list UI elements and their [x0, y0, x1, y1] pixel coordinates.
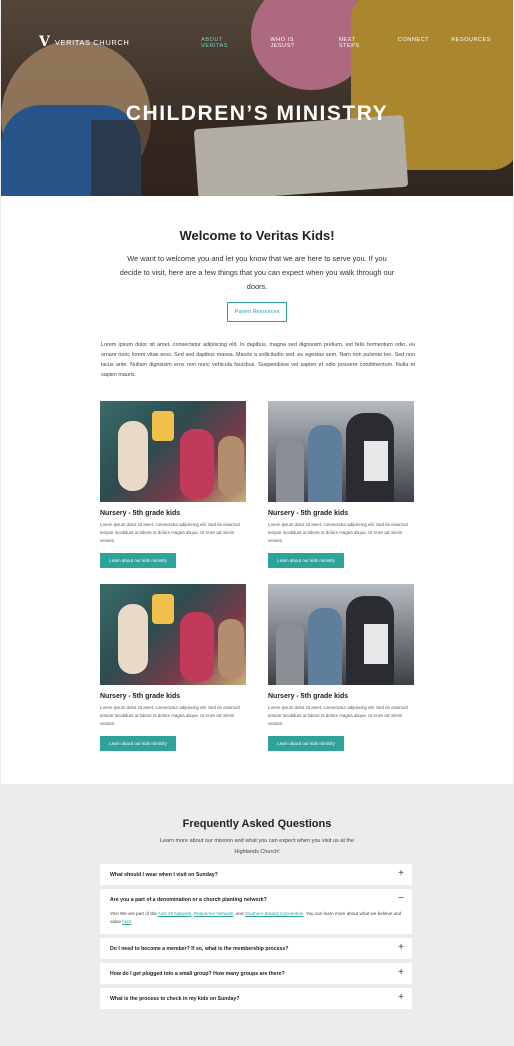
main-content — [1, 196, 513, 784]
faq-answer-sep: , and — [233, 911, 245, 916]
collapse-minus-icon[interactable]: − — [398, 893, 404, 904]
card-text: Lorem ipsum dolor sit amet, consectetur adipiscing elit. Sed do eiusmod tempor incididunt ut labore et dolore magna aliqua. Ut enim ad minim veniam. — [268, 705, 408, 726]
faq-answer-text: Yes! We are part of the — [110, 911, 158, 916]
card-learn-button[interactable]: Learn about our kids ministry — [268, 736, 344, 751]
card-learn-button[interactable]: Learn about our kids ministry — [100, 553, 176, 568]
card-title: Nursery - 5th grade kids — [100, 510, 181, 517]
site-logo[interactable] — [39, 34, 129, 50]
faq-answer-text: . — [131, 919, 133, 924]
faq-answer-sep: , — [191, 911, 194, 916]
faq-item[interactable] — [100, 864, 412, 885]
faq-item[interactable] — [100, 963, 412, 984]
link-beliefs[interactable]: here — [122, 919, 132, 924]
faq-item[interactable] — [100, 988, 412, 1009]
faq-subtitle: Learn more about our mission and what you can expect when you visit us at the Highlands Church! — [159, 838, 355, 855]
faq-question[interactable]: What should I wear when I visit on Sunday? — [110, 871, 218, 878]
nav-links — [201, 37, 513, 49]
expand-plus-icon[interactable]: + — [398, 992, 404, 1003]
card-title: Nursery - 5th grade kids — [100, 693, 181, 700]
card-text: Lorem ipsum dolor sit amet, consectetur adipiscing elit. Sed do eiusmod tempor incididunt ut labore et dolore magna aliqua. Ut enim ad minim veniam. — [100, 705, 240, 726]
card-photo-kids — [100, 584, 246, 685]
nav-link-connect[interactable]: CONNECT — [397, 37, 430, 43]
welcome-text: We want to welcome you and let you know that we are here to serve you. If you decide to visit, here are a few things that you can expect when you walk through our doors. — [119, 254, 395, 291]
faq-list — [100, 864, 412, 1013]
hero-banner — [1, 0, 513, 196]
nav-link-about[interactable]: ABOUT VERITAS — [201, 37, 229, 49]
ministry-card — [100, 584, 246, 751]
ministry-card — [268, 401, 414, 568]
logo-mark-icon: V — [39, 34, 50, 50]
nav-link-next-steps[interactable]: NEXT STEPS — [338, 37, 360, 49]
expand-plus-icon[interactable]: + — [398, 967, 404, 978]
ministry-card — [100, 401, 246, 568]
faq-question[interactable]: Do I need to become a member? If so, what is the membership process? — [110, 945, 289, 952]
parent-resources-button[interactable]: Parent Resources — [227, 302, 287, 322]
faq-question[interactable]: Are you a part of a denomination or a church planting network? — [110, 896, 267, 903]
welcome-title: Welcome to Veritas Kids! — [179, 228, 335, 243]
card-learn-button[interactable]: Learn about our kids ministry — [268, 553, 344, 568]
hero-title: CHILDREN’S MINISTRY — [125, 102, 389, 125]
faq-item-expanded[interactable] — [100, 889, 412, 934]
card-photo-adults — [268, 401, 414, 502]
faq-title: Frequently Asked Questions — [182, 818, 332, 830]
card-text: Lorem ipsum dolor sit amet, consectetur adipiscing elit. Sed do eiusmod tempor incididunt ut labore et dolore magna aliqua. Ut enim ad minim veniam. — [100, 522, 240, 543]
link-sbc[interactable]: Southern Baptist Convention — [244, 911, 304, 916]
nav-link-resources[interactable]: RESOURCES — [451, 37, 491, 43]
link-redeemer[interactable]: Redeemer Network — [193, 911, 234, 916]
card-learn-button[interactable]: Learn about our kids ministry — [100, 736, 176, 751]
expand-plus-icon[interactable]: + — [398, 868, 404, 879]
faq-question[interactable]: What is the process to check in my kids on Sunday? — [110, 995, 240, 1002]
faq-answer-text: . You can learn more about what we believe and value — [110, 911, 402, 924]
intro-paragraph: Lorem ipsum dolor sit amet, consectetur adipiscing elit. In dapibus, magna sed dignissim pretium, est felis fermentum odio, eu ornare nunc lorem vitae eros. Sed sed dapibus massa. Mauris a sollicitudin sed, eu egestas sem. Nam non pulvinar leo. Sed non lacus ante. Nullam dignissim eros non nunc vehicula faucibus. Suspendisse vel sapien et odio posuere condimentum. Nulla et sapien mauris. — [101, 342, 415, 378]
hero-overlay — [1, 0, 513, 196]
card-photo-kids — [100, 401, 246, 502]
faq-question[interactable]: How do I get plugged into a small group? How many groups are there? — [110, 970, 285, 977]
card-title: Nursery - 5th grade kids — [268, 510, 349, 517]
card-text: Lorem ipsum dolor sit amet, consectetur adipiscing elit. Sed do eiusmod tempor incididunt ut labore et dolore magna aliqua. Ut enim ad minim veniam. — [268, 522, 408, 543]
faq-item[interactable] — [100, 938, 412, 959]
link-acts29[interactable]: Acts 29 Network — [157, 911, 192, 916]
top-nav — [1, 34, 513, 50]
faq-answer — [100, 910, 412, 934]
card-title: Nursery - 5th grade kids — [268, 693, 349, 700]
logo-text: VERITAS CHURCH — [54, 37, 130, 47]
nav-link-who-is-jesus[interactable]: WHO IS JESUS? — [270, 37, 295, 49]
ministry-card — [268, 584, 414, 751]
expand-plus-icon[interactable]: + — [398, 942, 404, 953]
card-photo-adults — [268, 584, 414, 685]
